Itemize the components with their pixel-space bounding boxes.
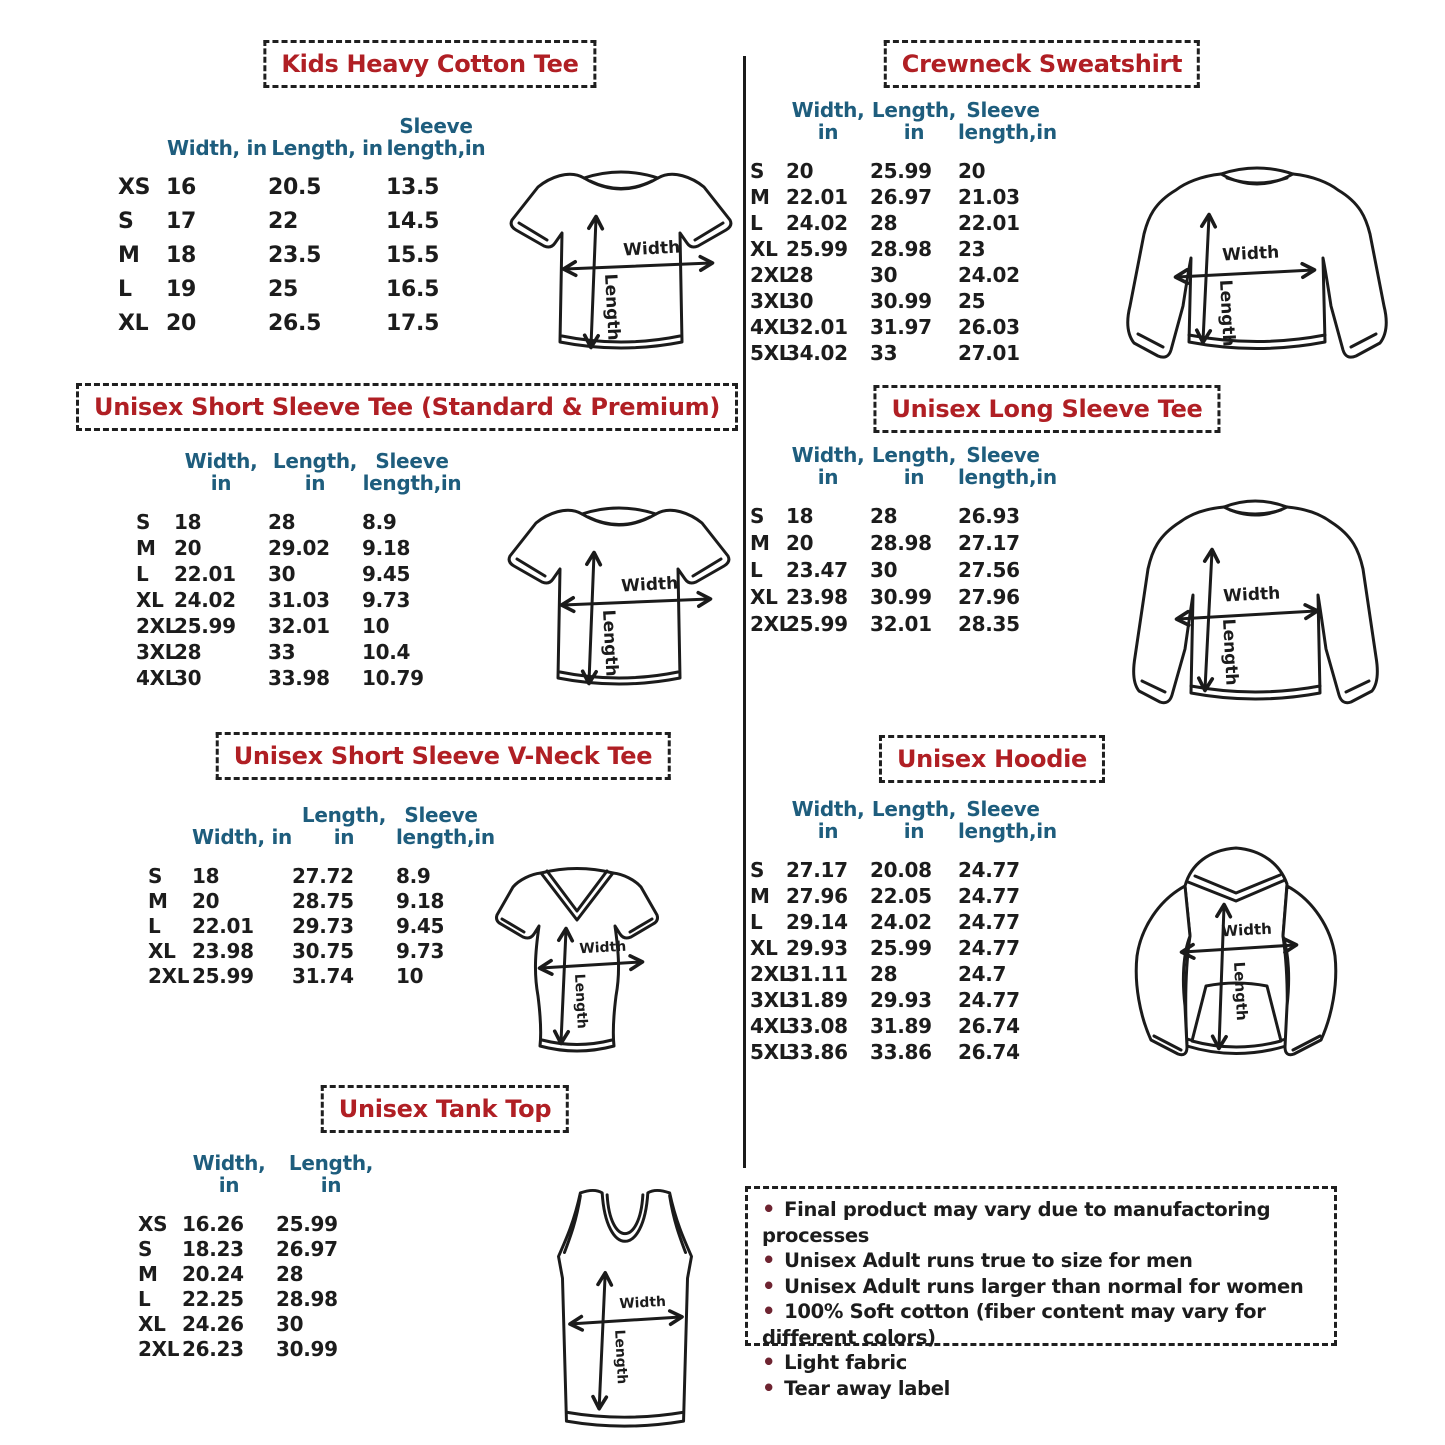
measurement-value: 9.18 [362,536,411,560]
measurement-value: 28 [786,263,814,287]
measurement-value: 28 [276,1262,304,1286]
size-label: 2XL [148,964,190,988]
size-label: L [138,1287,151,1311]
measurement-value: 27.96 [958,585,1020,609]
measurement-value: 29.73 [292,914,354,938]
measurement-value: 28.75 [292,889,354,913]
column-header: Length, in [271,136,383,160]
note-text: Unisex Adult runs larger than normal for women [784,1274,1304,1298]
measurement-value: 31.89 [786,988,848,1012]
measurement-value: 28 [870,962,898,986]
measurement-value: 31.74 [292,964,354,988]
measurement-value: 25.99 [870,936,932,960]
bullet-icon: • [762,1375,776,1400]
section-title: Crewneck Sweatshirt [901,50,1183,78]
size-table-crewneck [750,95,1057,367]
measurement-value: 31.03 [268,588,330,612]
measurement-value: 26.5 [268,311,322,336]
measurement-value: 24.02 [870,910,932,934]
column-header: Sleeve length,in [362,449,462,495]
column-header: Width, in [184,449,258,495]
title-box-kids-heavy-cotton-tee [263,40,596,88]
column-header: Length, in [871,98,957,144]
size-label: S [750,159,765,183]
column-header: Sleeve length,in [958,98,1057,144]
size-label: L [750,558,763,582]
measurement-value: 25.99 [192,964,254,988]
length-arrow-label: Length [600,273,624,342]
measurement-value: 21.03 [958,185,1020,209]
section-title: Unisex Tank Top [338,1095,552,1123]
column-header: Sleeve length,in [386,114,486,160]
length-arrow-label: Length [1230,961,1252,1022]
column-header: Width, in [791,98,865,144]
measurement-value: 26.97 [276,1237,338,1261]
size-label: 3XL [750,289,792,313]
length-arrow-label: Length [611,1329,630,1385]
measurement-value: 31.11 [786,962,848,986]
size-label: 3XL [136,640,178,664]
measurement-value: 28 [870,504,898,528]
size-label: S [138,1237,153,1261]
title-box-unisex-vneck-tee [216,732,671,780]
size-label: 5XL [750,341,792,365]
measurement-value: 24.26 [182,1312,244,1336]
column-header: Sleeve length,in [958,797,1057,843]
table-corner [750,488,786,504]
measurement-value: 25.99 [276,1212,338,1236]
measurement-value: 33.86 [870,1040,932,1064]
size-label: 2XL [750,962,792,986]
measurement-value: 25.99 [174,614,236,638]
measurement-value: 20.08 [870,858,932,882]
measurement-value: 33.98 [268,666,330,690]
size-label: L [148,914,161,938]
measurement-value: 30 [870,263,898,287]
length-arrow-label: Length [571,973,590,1030]
size-label: L [750,211,763,235]
size-table-long-sleeve-tee [750,438,1057,639]
size-label: M [138,1262,158,1286]
column-header: Width, in [192,1151,266,1197]
width-arrow-label: Width [619,1293,667,1313]
measurement-value: 22.05 [870,884,932,908]
measurement-value: 32.01 [870,612,932,636]
note-item [762,1350,1320,1376]
size-table-short-sleeve-tee [136,440,462,692]
width-arrow-label: Width [1221,919,1273,941]
title-box-crewneck-sweatshirt [884,40,1200,88]
measurement-value: 24.77 [958,988,1020,1012]
measurement-value: 20 [192,889,220,913]
measurement-value: 16.5 [386,277,440,302]
measurement-value: 30 [268,562,296,586]
measurement-value: 20 [786,159,814,183]
column-header: Sleeve length,in [396,803,495,849]
measurement-value: 8.9 [362,510,397,534]
size-label: L [136,562,149,586]
measurement-value: 31.97 [870,315,932,339]
measurement-value: 27.72 [292,864,354,888]
size-label: 2XL [750,612,792,636]
measurement-value: 28.98 [870,237,932,261]
measurement-value: 27.17 [786,858,848,882]
size-label: M [750,185,770,209]
bullet-icon: • [762,1197,776,1221]
hoodie-left-sleeve [1136,886,1190,1055]
size-label: XL [118,311,149,336]
measurement-value: 26.74 [958,1014,1020,1038]
measurement-value: 10 [396,964,424,988]
table-corner [750,842,786,858]
size-label: M [750,884,770,908]
size-table-tank-top [138,1138,386,1362]
measurement-value: 32.01 [268,614,330,638]
column-header: Width, in [791,797,865,843]
size-label: XL [750,237,778,261]
column-header: Length, in [301,803,387,849]
size-label: 4XL [136,666,178,690]
measurement-value: 28 [174,640,202,664]
length-arrow-label: Length [1218,618,1242,687]
measurement-value: 22 [268,209,299,234]
length-arrow-label: Length [1215,279,1239,348]
measurement-value: 28 [268,510,296,534]
measurement-value: 26.97 [870,185,932,209]
size-label: XL [148,939,176,963]
size-label: M [148,889,168,913]
measurement-value: 24.02 [786,211,848,235]
size-label: XS [138,1212,168,1236]
measurement-value: 17 [166,209,197,234]
kids-tee-illustration [497,156,745,364]
measurement-value: 14.5 [386,209,440,234]
bullet-icon: • [762,1248,776,1272]
measurement-value: 23.98 [192,939,254,963]
measurement-value: 30 [870,558,898,582]
measurement-value: 33.86 [786,1040,848,1064]
measurement-value: 10.4 [362,640,411,664]
measurement-value: 32.01 [786,315,848,339]
measurement-value: 30.99 [870,289,932,313]
measurement-value: 9.45 [396,914,445,938]
bullet-icon: • [762,1350,776,1374]
measurement-value: 34.02 [786,341,848,365]
measurement-value: 30.99 [276,1337,338,1361]
note-item [762,1376,1320,1402]
measurement-value: 22.01 [174,562,236,586]
note-text: Tear away label [784,1376,951,1400]
size-label: XL [136,588,164,612]
measurement-value: 28.35 [958,612,1020,636]
table-corner [750,143,786,159]
size-label: S [750,504,765,528]
size-label: L [750,910,763,934]
measurement-value: 26.03 [958,315,1020,339]
measurement-value: 9.45 [362,562,411,586]
measurement-value: 29.93 [870,988,932,1012]
measurement-value: 33 [268,640,296,664]
table-corner [138,1196,182,1212]
measurement-value: 27.01 [958,341,1020,365]
measurement-value: 29.14 [786,910,848,934]
measurement-value: 23.98 [786,585,848,609]
measurement-value: 16 [166,175,197,200]
measurement-value: 22.01 [786,185,848,209]
note-text: 100% Soft cotton (fiber content may vary for different colors) [762,1300,1266,1349]
measurement-value: 10 [362,614,390,638]
measurement-value: 18 [192,864,220,888]
bullet-icon: • [762,1299,776,1323]
measurement-value: 24.7 [958,962,1007,986]
measurement-value: 30.75 [292,939,354,963]
size-label: S [750,858,765,882]
size-label: 4XL [750,315,792,339]
size-label: M [136,536,156,560]
measurement-value: 20.5 [268,175,322,200]
measurement-value: 24.77 [958,884,1020,908]
size-label: 2XL [750,263,792,287]
measurement-value: 18.23 [182,1237,244,1261]
width-arrow-label: Width [622,237,681,261]
measurement-value: 27.17 [958,531,1020,555]
size-table-hoodie [750,788,1057,1066]
measurement-value: 17.5 [386,311,440,336]
measurement-value: 19 [166,277,197,302]
measurement-value: 18 [786,504,814,528]
measurement-value: 33.08 [786,1014,848,1038]
measurement-value: 10.79 [362,666,424,690]
measurement-value: 9.73 [396,939,445,963]
size-label: L [118,277,132,302]
column-header: Sleeve length,in [958,443,1057,489]
length-arrow-label: Length [598,609,622,678]
measurement-value: 23 [958,237,986,261]
size-label: XS [118,175,151,200]
section-title: Unisex Short Sleeve Tee (Standard & Premium) [94,393,720,421]
title-box-unisex-tank-top [321,1085,569,1133]
size-label: 3XL [750,988,792,1012]
column-header: Width, in [192,825,292,849]
measurement-value: 20 [174,536,202,560]
measurement-value: 9.73 [362,588,411,612]
product-notes-box [745,1186,1337,1400]
note-item [762,1299,1320,1350]
size-label: M [750,531,770,555]
measurement-value: 25.99 [786,612,848,636]
size-label: S [148,864,163,888]
measurement-value: 30.99 [870,585,932,609]
measurement-value: 29.02 [268,536,330,560]
measurement-value: 15.5 [386,243,440,268]
size-label: 4XL [750,1014,792,1038]
measurement-value: 20 [786,531,814,555]
measurement-value: 13.5 [386,175,440,200]
measurement-value: 25 [958,289,986,313]
measurement-value: 24.02 [174,588,236,612]
measurement-value: 30 [276,1312,304,1336]
measurement-value: 25.99 [870,159,932,183]
measurement-value: 28.98 [276,1287,338,1311]
table-corner [118,159,166,175]
column-header: Length, in [272,449,358,495]
measurement-value: 26.93 [958,504,1020,528]
size-label: XL [750,936,778,960]
measurement-value: 26.74 [958,1040,1020,1064]
measurement-value: 24.02 [958,263,1020,287]
measurement-value: 23.5 [268,243,322,268]
vneck-tee-illustration [488,858,666,1060]
size-table-vneck-tee [148,788,495,989]
measurement-value: 16.26 [182,1212,244,1236]
title-box-unisex-hoodie [879,735,1105,783]
size-label: 2XL [138,1337,180,1361]
measurement-value: 27.56 [958,558,1020,582]
measurement-value: 22.01 [192,914,254,938]
width-arrow-label: Width [620,573,679,597]
measurement-value: 30 [786,289,814,313]
measurement-value: 20 [166,311,197,336]
column-header: Width, in [791,443,865,489]
measurement-value: 22.01 [958,211,1020,235]
hoodie-illustration [1123,840,1351,1088]
measurement-value: 26.23 [182,1337,244,1361]
measurement-value: 20.24 [182,1262,244,1286]
section-title: Unisex Hoodie [896,745,1088,773]
notes-list [762,1197,1320,1401]
measurement-value: 9.18 [396,889,445,913]
crewneck-sweatshirt-illustration [1093,158,1423,372]
measurement-value: 24.77 [958,858,1020,882]
column-header: Length, in [871,443,957,489]
section-title: Kids Heavy Cotton Tee [281,50,579,78]
note-text: Final product may vary due to manufactoring processes [762,1198,1271,1247]
measurement-value: 31.89 [870,1014,932,1038]
section-title: Unisex Short Sleeve V-Neck Tee [233,742,653,770]
measurement-value: 27.96 [786,884,848,908]
width-arrow-label: Width [578,938,627,958]
measurement-value: 20 [958,159,986,183]
table-corner [136,494,174,510]
measurement-value: 28 [870,211,898,235]
title-box-unisex-short-sleeve-tee [76,383,738,431]
measurement-value: 25 [268,277,299,302]
size-label: 2XL [136,614,178,638]
measurement-value: 30 [174,666,202,690]
long-sleeve-tee-illustration [1088,489,1422,727]
note-item [762,1248,1320,1274]
measurement-value: 23.47 [786,558,848,582]
column-header: Length, in [288,1151,374,1197]
size-label: 5XL [750,1040,792,1064]
measurement-value: 24.77 [958,910,1020,934]
measurement-value: 18 [174,510,202,534]
column-header: Width, in [167,136,267,160]
measurement-value: 24.77 [958,936,1020,960]
title-box-unisex-long-sleeve-tee [873,385,1220,433]
size-label: XL [138,1312,166,1336]
measurement-value: 8.9 [396,864,431,888]
note-item [762,1197,1320,1248]
measurement-value: 29.93 [786,936,848,960]
size-label: XL [750,585,778,609]
bullet-icon: • [762,1273,776,1298]
measurement-value: 18 [166,243,197,268]
note-text: Light fabric [784,1351,908,1374]
measurement-value: 25.99 [786,237,848,261]
measurement-value: 22.25 [182,1287,244,1311]
size-label: M [118,243,140,268]
hoodie-right-sleeve [1283,886,1336,1055]
width-arrow-label: Width [1222,583,1281,607]
size-table-kids-tee [118,95,486,345]
note-item [762,1274,1320,1300]
column-header: Length, in [871,797,957,843]
size-label: S [118,209,134,234]
measurement-value: 33 [870,341,898,365]
section-title: Unisex Long Sleeve Tee [891,395,1203,423]
tank-top-illustration [543,1183,707,1441]
width-arrow-label: Width [1221,242,1280,266]
table-corner [148,848,192,864]
short-sleeve-tee-illustration [495,492,743,700]
note-text: Unisex Adult runs true to size for men [784,1249,1193,1272]
size-label: S [136,510,151,534]
measurement-value: 28.98 [870,531,932,555]
